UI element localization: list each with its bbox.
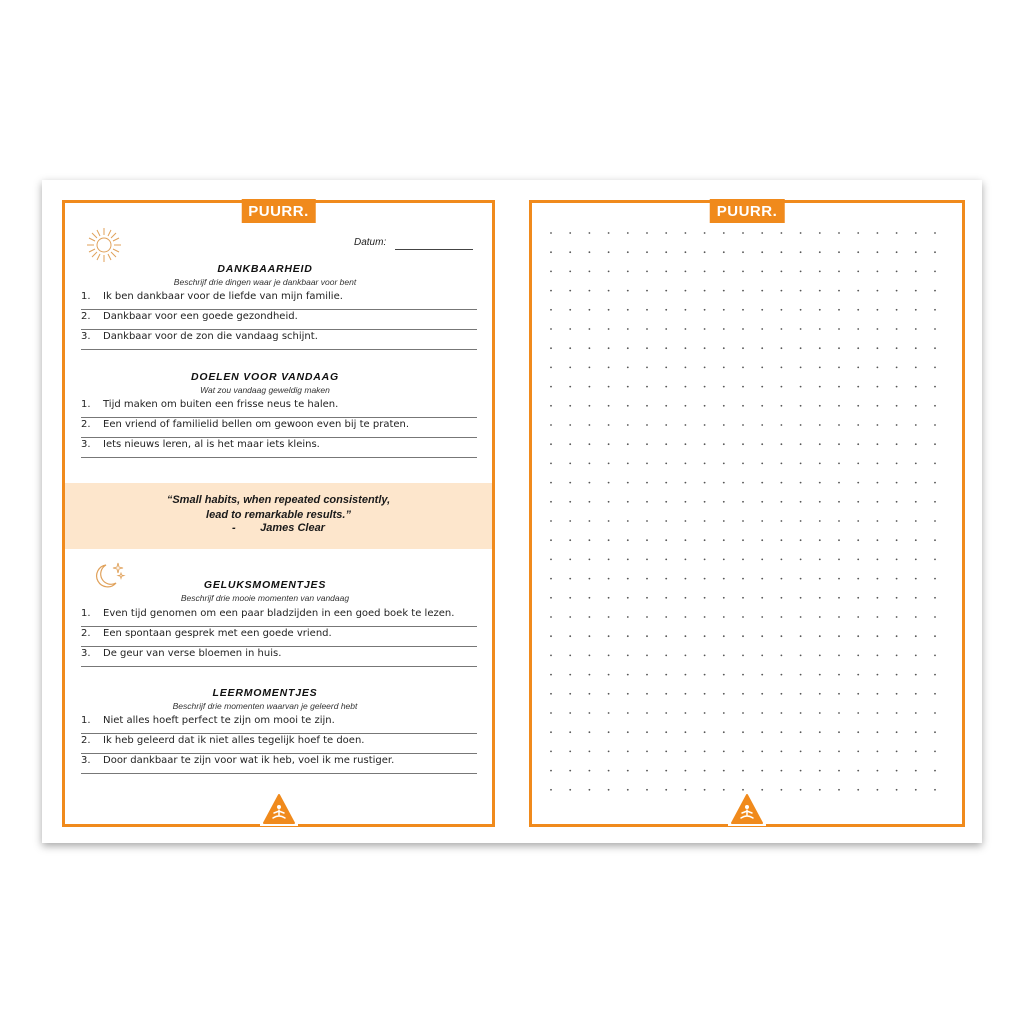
- section-title-learning: LEERMOMENTJES: [212, 687, 318, 699]
- dot-grid[interactable]: [545, 225, 950, 800]
- meditation-triangle-icon: [728, 792, 766, 826]
- brand-logo: PUURR.: [241, 199, 316, 223]
- section-title-happy-moments: GELUKSMOMENTJES: [203, 579, 327, 591]
- date-label: Datum:: [354, 237, 387, 248]
- section-subtitle-goals: Wat zou vandaag geweldig maken: [200, 385, 330, 395]
- right-page: [529, 200, 965, 827]
- section-title-gratitude: DANKBAARHEID: [217, 263, 313, 275]
- meditation-triangle-icon: [260, 792, 298, 826]
- gratitude-entry[interactable]: 2. Dankbaar voor een goede gezondheid.: [81, 311, 477, 330]
- brand-logo: PUURR.: [710, 199, 785, 223]
- goal-entry[interactable]: 2. Een vriend of familielid bellen om gewoon even bij te praten.: [81, 419, 477, 438]
- gratitude-entry[interactable]: 3. Dankbaar voor de zon die vandaag schijnt.: [81, 331, 477, 350]
- happy-moment-entry[interactable]: 3. De geur van verse bloemen in huis.: [81, 648, 477, 667]
- quote-band: [65, 483, 492, 549]
- date-line[interactable]: [395, 249, 473, 250]
- learning-entry[interactable]: 1. Niet alles hoeft perfect te zijn om mooi te zijn.: [81, 715, 477, 734]
- section-subtitle-learning: Beschrijf drie momenten waarvan je geleerd hebt: [172, 701, 358, 711]
- section-subtitle-gratitude: Beschrijf drie dingen waar je dankbaar voor bent: [173, 277, 357, 287]
- learning-entry[interactable]: 2. Ik heb geleerd dat ik niet alles tegelijk hoef te doen.: [81, 735, 477, 754]
- notebook-spread: [42, 180, 982, 843]
- learning-entry[interactable]: 3. Door dankbaar te zijn voor wat ik heb, voel ik me rustiger.: [81, 755, 477, 774]
- quote-text: “Small habits, when repeated consistently, lead to remarkable results.”: [166, 494, 391, 521]
- section-title-goals: DOELEN VOOR VANDAAG: [190, 371, 339, 383]
- happy-moment-entry[interactable]: 1. Even tijd genomen om een paar bladzijden in een goed boek te lezen.: [81, 608, 477, 627]
- happy-moment-entry[interactable]: 2. Een spontaan gesprek met een goede vriend.: [81, 628, 477, 647]
- left-page: [62, 200, 495, 827]
- gratitude-entry[interactable]: 1. Ik ben dankbaar voor de liefde van mijn familie.: [81, 291, 477, 310]
- sun-icon: [86, 227, 122, 268]
- quote-author: - James Clear: [232, 522, 325, 534]
- goal-entry[interactable]: 1. Tijd maken om buiten een frisse neus te halen.: [81, 399, 477, 418]
- goal-entry[interactable]: 3. Iets nieuws leren, al is het maar iets kleins.: [81, 439, 477, 458]
- section-subtitle-happy-moments: Beschrijf drie mooie momenten van vandaag: [180, 593, 350, 603]
